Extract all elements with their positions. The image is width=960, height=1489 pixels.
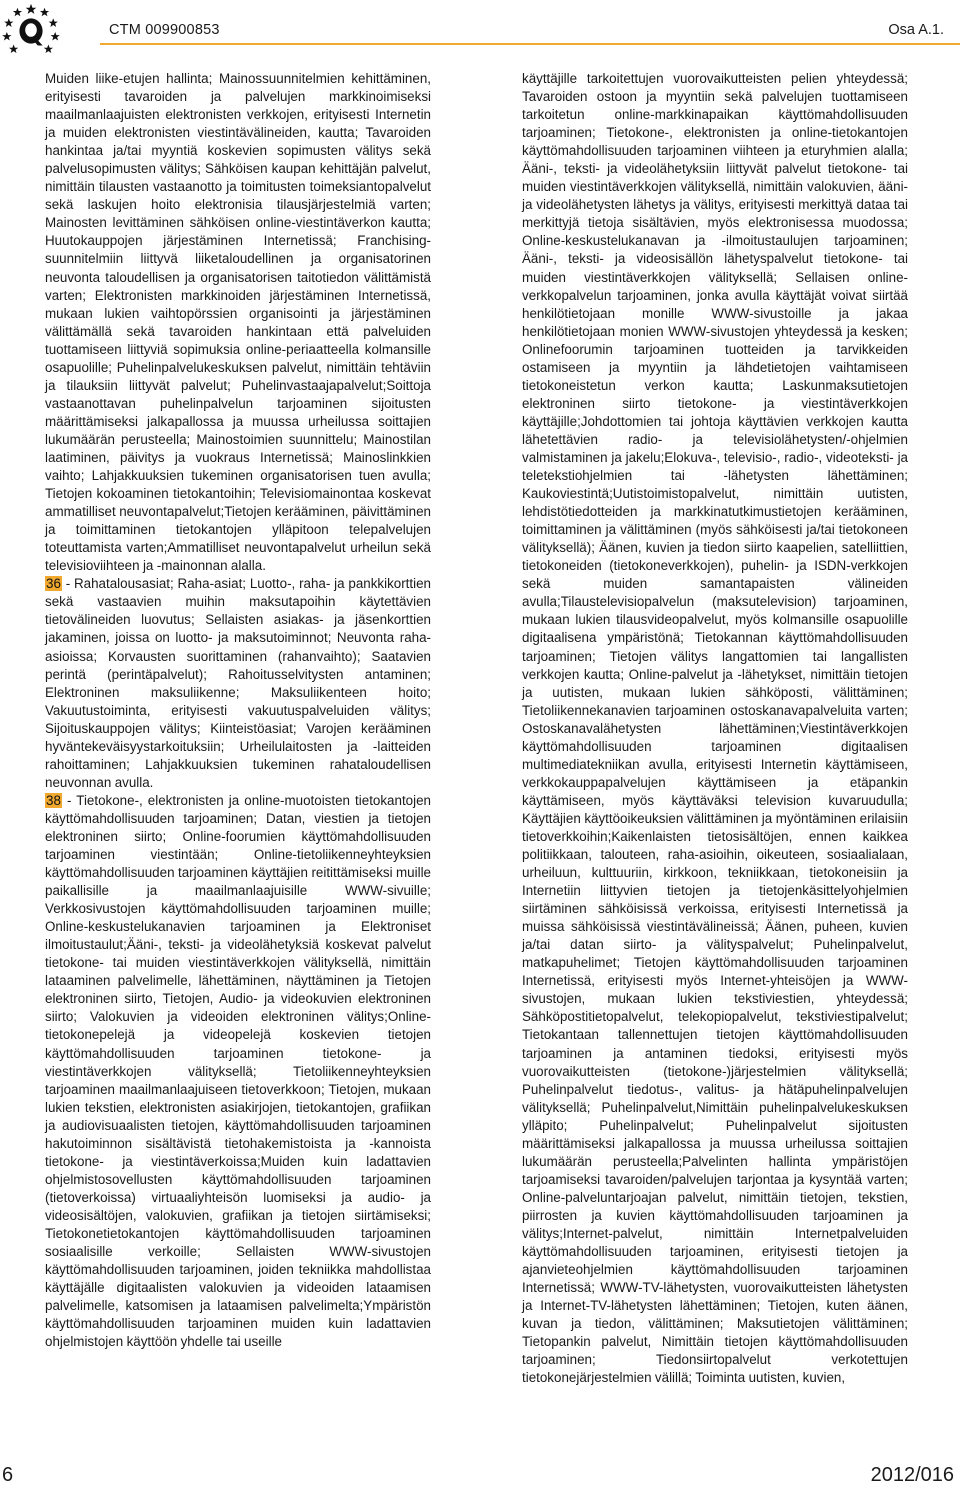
section-reference: Osa A.1. [888, 22, 944, 38]
class-36-number: 36 [46, 576, 61, 592]
right-column [522, 70, 908, 1387]
oami-eu-stars-logo-icon [2, 2, 60, 60]
class-38-paragraph [45, 792, 431, 1351]
class-continuation-paragraph: Muiden liike-etujen hallinta; Mainossuunnitelmien kehittäminen, erityisesti tavaroiden ja palvelujen markkinoimiseksi maailmanlaajuisten elektronisten verkkojen, erityisesti Internetin ja muiden elektronisten viestintävälineiden, kautta; Tavaroiden hankintaa ja/tai myyntiä koskevien sopimusten välitys sekä palvelusopimusten välitys; Sähköisen kaupan kehittäjän palvelut, nimittäin tilausten vastaanotto ja toimitusten toimeksiantopalvelut sekä laskujen hoito elektronisia tilausjärjestelmiä varten; Mainosten levittäminen sähköisen online-viestintäverkon kautta; Huutokauppojen järjestäminen Internetissä; Franchising-suunnitelmiin liittyvä liiketaloudellinen ja organisatorinen neuvonta taloudellisen ja organisatorisen taitotiedon välittämistä varten; Elektronisten markkinoiden järjestäminen Internetissä, mukaan lukien vaihtopörssien organisointi ja järjestäminen välittämällä sekä tavaroiden hankintaan että palveluiden tuottamiseen liittyviä sopimuksia online-periaatteella kolmansille osapuolille; Puhelinpalvelukeskuksen palvelut, nimittäin tehtäviin ja tilauksiin liittyvät palvelut; Puhelinvastaajapalvelut;Soittoja vastaanottavan puhelinpalvelun tarjoaminen sijoitusten määrittämiseksi jalkapallossa ja muussa urheilussa soittajien lukumäärän perusteella; Mainostoimien suunnittelu; Mainostilan laatiminen, päivitys ja vuokraus Internetissä; Mainoslinkkien vaihto; Lahjakkuuksien tukeminen organisatorisen tuen avulla; Tietojen kokoaminen tietokantoihin; Televisiomainontaa koskevat ammatilliset neuvontapalvelut;Tietojen kerääminen, päivittäminen ja toimittaminen tietokantojen ylläpitoon telepalvelujen toteuttamista varten;Ammatilliset neuvontapalvelut urheilun sekä televisioviihteen ja -mainonnan alalla. [45, 71, 431, 574]
page-number: 6 [2, 1464, 14, 1486]
header-rule [100, 43, 960, 45]
document-id: CTM 009900853 [109, 22, 220, 38]
class-36-paragraph [45, 575, 431, 792]
left-column [45, 70, 431, 1351]
class-38-continuation-paragraph: käyttäjille tarkoitettujen vuorovaikutteisten pelien yhteydessä; Tavaroiden ostoon ja myyntiin sekä palvelujen tuottamiseen tarkoitetun online-markkinapaikan käyttömahdollisuuden tarjoaminen; Tietokone-, elektronisten ja online-tietokantojen käyttömahdollisuuden tarjoaminen viihteen ja eturyhmien alalla; Ääni-, teksti- ja videolähetyksiin liittyvät palvelut tietokone- tai muiden viestintäverkkojen välityksellä, nimittäin valokuvien, ääni- ja videolähetysten lähetys ja välitys, erityisesti merkittyä dataa tai merkittyjä tietoja sisältävien, myös elektronisessa muodossa; Online-keskustelukanavan ja -ilmoitustaulujen tarjoaminen; Ääni-, teksti- ja videosisällön lähetyspalvelut tietokone- tai muiden viestintäverkkojen välityksellä; Sellaisen online-verkkopalvelun tarjoaminen, jonka avulla käyttäjät voivat siirtää henkilötietojaan monille WWW-sivustoille ja jakaa henkilötietojaan monien WWW-sivustojen yhteydessä ja kesken; Onlinefoorumin tarjoaminen tuotteiden ja tarvikkeiden ostamiseen ja myyntiin ja lähdetietojen vaihtamiseen tietokoneistetun verkon kautta; Laskunmaksutietojen elektroninen siirto tietokone- ja viestintäverkkojen käyttäjille;Johdottomien tai johtoja käyttävien verkkojen kautta lähetettävien radio- ja televisiolähetysten/-ohjelmien valmistaminen ja jakelu;Elokuva-, televisio-, radio-, videoteksti- ja teletekstiohjelmien tai -lähetysten lähettäminen; Kaukoviestintä;Uutistoimistopalvelut, nimittäin uutisten, lehdistötiedotteiden ja markkinatutkimustietojen kerääminen, toimittaminen ja välittäminen (myös sähköisesti ja/tai tietokoneen välityksellä); Äänen, kuvien ja tiedon siirto kaapelien, satelliittien, tietokoneiden (tietokoneverkkojen), puhelin- ja ISDN-verkkojen sekä muiden samantapaisten välineiden avulla;Tilaustelevisiopalvelun (maksutelevision) tarjoaminen, mukaan lukien tilausvideopalvelut, myös kolmansille osapuolille digitaalisena ympäristönä; Tietokannan käyttömahdollisuuden tarjoaminen; Tietojen välitys langattomien tai langallisten verkkojen kautta; Online-palvelut ja -lähetykset, nimittäin tietojen ja uutisten, mukaan lukien sähköposti, välittäminen; Tietoliikennekanavien tarjoaminen ostoskanavapalveluita varten; Ostoskanavalähetysten lähettäminen;Viestintäverkkojen käyttömahdollisuuden tarjoaminen digitaalisen multimediatekniikan avulla, erityisesti Internetin käyttämiseen, verkkokauppapalvelujen käyttämiseen ja etäpankin käyttämiseen, myös käyttäväksi television kuvaruudulla; Käyttäjien käyttöoikeuksien välittäminen ja myöntäminen erilaisiin tietoverkkoihin;Kaikenlaisten tietosisältöjen, ennen kaikkea politiikkaan, talouteen, raha-asioihin, oikeuteen, sosiaalialaan, urheiluun, kulttuuriin, kirkkoon, tekniikkaan, tietokoneisiin ja Internetiin liittyvien tietojen ja tietojenkäsittelyohjelmien siirtäminen sähköisissä verkoissa, erityisesti Internetissä ja muissa sähköisissä viestintävälineissä; Äänen, puheen, kuvien ja/tai datan siirto- ja välityspalvelut; Puhelinpalvelut, matkapuhelimet; Tietojen käyttömahdollisuuden tarjoaminen Internetissä, erityisesti myös Internet-yhteisöjen ja WWW-sivustojen, mukaan lukien tekstiviestien, yhteydessä; Sähköpostitietopalvelut, telekopiopalvelut, tekstiviestipalvelut; Tietokantaan tallennettujen tietojen käyttömahdollisuuden tarjoaminen ja antaminen tiedoksi, erityisesti myös vuorovaikutteisten (tietokone-)järjestelmien välityksellä; Puhelinpalvelut tiedotus-, valitus- ja hätäpuhelinpalvelujen välityksellä; Puhelinpalvelut,Nimittäin puhelinpalvelukeskuksen ylläpito; Puhelinpalvelut; Puhelinpalvelut sijoitusten määrittämiseksi jalkapallossa ja muussa urheilussa soittajien lukumäärän perusteella;Palvelinten hallinta ympäristöjen tarjoamiseksi tavaroiden/palvelujen tarjontaa ja kysyntää varten; Online-palveluntarjoajan palvelut, nimittäin tietojen, tekstien, piirrosten ja kuvien käyttömahdollisuuden tarjoaminen ja välitys;Internet-palvelut, nimittäin Internetpalveluiden käyttömahdollisuuden tarjoaminen, erityisesti tietojen ja ajanvieteohjelmien käyttömahdollisuuden tarjoaminen Internetissä; WWW-TV-lähetysten, vuorovaikutteisten lähetysten ja Internet-TV-lähetysten lähettäminen; Tietojen, kuten äänen, kuvan ja tiedon, välittäminen; Maksutietojen välittäminen; Tietopankin palvelut, Nimittäin tietojen käyttömahdollisuuden tarjoaminen; Tiedonsiirtopalvelut verkotettujen tietokonejärjestelmien välillä; Toiminta uutisten, kuvien, [522, 71, 908, 1386]
issue-number: 2012/016 [870, 1464, 954, 1486]
page-header [0, 0, 960, 50]
class-38-text: - Tietokone-, elektronisten ja online-muotoisten tietokantojen käyttömahdollisuuden tarjoaminen; Datan, viestien ja tietojen elektroninen siirto; Online-foorumien käyttömahdollisuuden tarjoaminen viestintään; Online-tietoliikenneyhteyksien käyttömahdollisuuden tarjoaminen käyttäjien reitittämiseksi muille paikallisille ja maailmanlaajuisille WWW-sivuille; Verkkosivustojen käyttömahdollisuuden tarjoaminen muille; Online-keskustelukanavien tarjoaminen ja Elektroniset ilmoitustaulut;Ääni-, teksti- ja videolähetyksiä koskevat palvelut tietokone- tai muiden viestintäverkkojen välityksellä, nimittäin lataaminen palvelimelle, lähettäminen, näyttäminen ja Tietojen elektroninen siirto, Tietojen, Audio- ja videokuvien elektroninen siirto; Valokuvien ja videoiden elektroninen välitys;Online-tietokonepelejä ja videopelejä koskevien tietojen käyttömahdollisuuden tarjoaminen tietokone- ja viestintäverkkojen välityksellä; Tietoliikenneyhteyksien tarjoaminen maailmanlaajuiseen tietoverkkoon; Tietojen, mukaan lukien tekstien, elektronisten asiakirjojen, tietokantojen, grafiikan ja audiovisuaalisten tietojen, käyttömahdollisuuden tarjoaminen hakutoiminnon sisältävistä tietohakemistoista ja -kannoista tietokone- ja viestintäverkoissa;Muiden kuin ladattavien ohjelmistosovellusten käyttömahdollisuuden tarjoaminen (tietoverkoissa) virtuaaliyhteisön luomiseksi ja audio- ja videosisältöjen, valokuvien, grafiikan ja tietojen siirtämiseksi; Tietokonetietokantojen käyttömahdollisuuden tarjoaminen sosiaalisille verkoille; Sellaisten WWW-sivustojen käyttömahdollisuuden tarjoaminen, joiden tekniikka mahdollistaa käyttäjälle digitaalisten valokuvien ja videoiden lataamisen palvelimelle, katsomisen ja lataamisen palvelimelta;Ympäristön käyttömahdollisuuden tarjoaminen muiden kuin ladattavien ohjelmistojen käyttöön yhdelle tai useille [45, 792, 431, 1350]
class-36-text: - Rahatalousasiat; Raha-asiat; Luotto-, raha- ja pankkikorttien sekä vastaavien muihin maksutapoihin käytettävien tietovälineiden luovutus; Sellaisten asiakas- ja jäsenkorttien jakaminen, joissa on luotto- ja maksutoiminnot; Neuvonta raha-asioissa; Korvausten suorittaminen (rahanvaihto); Saatavien perintä (perintäpalvelut); Rahoitusselvitysten antaminen; Elektroninen maksuliikenne; Maksuliikenteen hoito; Vakuutustoiminta, erityisesti vakuutuspalveluiden välitys; Sijoituskauppojen välitys; Kiinteistöasiat; Varojen kerääminen hyväntekeväisyystarkoituksiin; Urheilulaitosten ja -laitteiden rahoittaminen; Lahjakkuuksien tukeminen rahataloudellisen neuvonnan avulla. [45, 576, 431, 790]
class-38-number: 38 [46, 792, 61, 808]
